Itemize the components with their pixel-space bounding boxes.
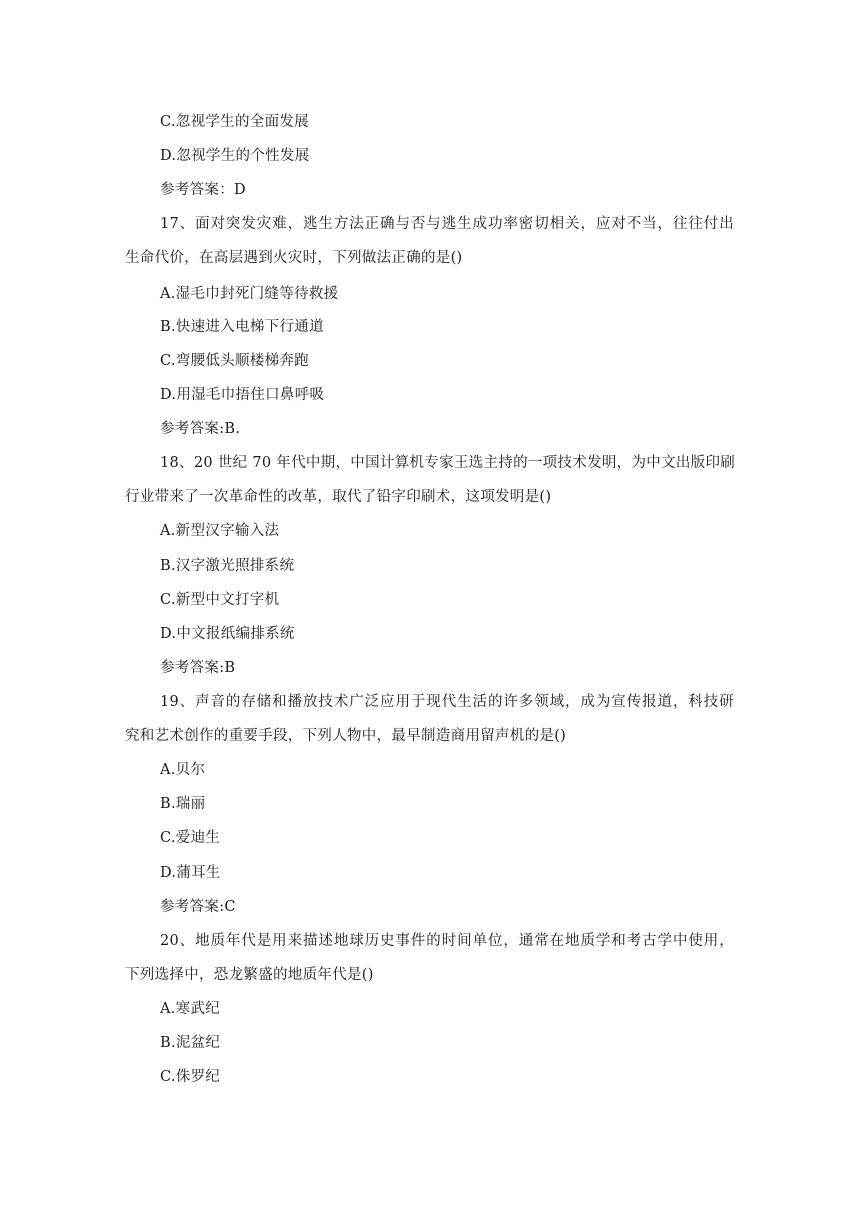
answer-18: 参考答案:B xyxy=(160,660,236,676)
option-c-16: C.忽视学生的全面发展 xyxy=(160,114,309,130)
question-20-line-2: 下列选择中，恐龙繁盛的地质年代是() xyxy=(125,967,374,983)
option-b-18: B.汉字激光照排系统 xyxy=(160,558,295,574)
option-b-20: B.泥盆纪 xyxy=(160,1035,221,1051)
option-c-19: C.爱迪生 xyxy=(160,830,221,846)
option-d-17: D.用湿毛巾捂住口鼻呼吸 xyxy=(160,387,325,403)
option-c-18: C.新型中文打字机 xyxy=(160,592,280,608)
option-d-18: D.中文报纸编排系统 xyxy=(160,626,295,642)
question-19-line-1: 19、声音的存储和播放技术广泛应用于现代生活的许多领域，成为宣传报道，科技研 xyxy=(160,694,734,710)
answer-16: 参考答案：D xyxy=(160,182,246,198)
option-d-19: D.蒲耳生 xyxy=(160,865,221,881)
option-b-19: B.瑞丽 xyxy=(160,796,206,812)
option-a-17: A.湿毛巾封死门缝等待救援 xyxy=(160,286,339,302)
question-19-line-2: 究和艺术创作的重要手段，下列人物中，最早制造商用留声机的是() xyxy=(125,728,567,744)
option-b-17: B.快速进入电梯下行通道 xyxy=(160,319,324,335)
answer-17: 参考答案:B. xyxy=(160,421,241,437)
option-a-18: A.新型汉字输入法 xyxy=(160,523,280,539)
option-a-19: A.贝尔 xyxy=(160,762,206,778)
question-17-line-1: 17、面对突发灾难，逃生方法正确与否与逃生成功率密切相关，应对不当，往往付出 xyxy=(160,216,734,232)
option-c-17: C.弯腰低头顺楼梯奔跑 xyxy=(160,353,309,369)
question-18-line-1: 18、20 世纪 70 年代中期，中国计算机专家王选主持的一项技术发明，为中文出版印刷 xyxy=(160,455,736,471)
question-18-line-2: 行业带来了一次革命性的改革，取代了铅字印刷术，这项发明是() xyxy=(125,489,552,505)
question-17-line-2: 生命代价，在高层遇到火灾时，下列做法正确的是() xyxy=(125,250,463,266)
option-d-16: D.忽视学生的个性发展 xyxy=(160,148,310,164)
option-c-20: C.侏罗纪 xyxy=(160,1069,221,1085)
option-a-20: A.寒武纪 xyxy=(160,1001,221,1017)
question-20-line-1: 20、地质年代是用来描述地球历史事件的时间单位，通常在地质学和考古学中使用， xyxy=(160,933,734,949)
answer-19: 参考答案:C xyxy=(160,899,236,915)
